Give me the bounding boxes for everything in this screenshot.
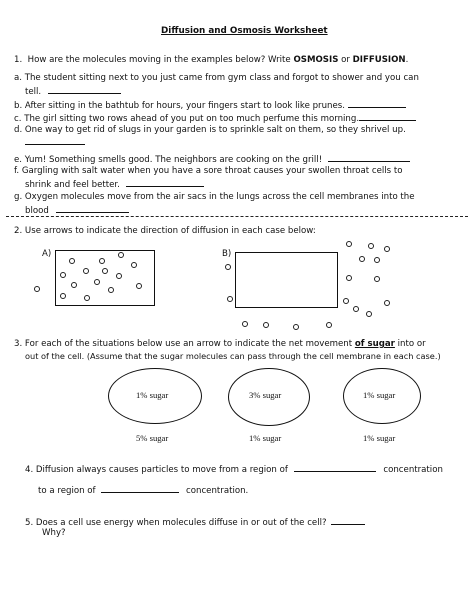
worksheet-title: Diffusion and Osmosis Worksheet: [161, 26, 328, 36]
or-word: or: [341, 55, 350, 65]
molecule-dot: [116, 273, 122, 279]
osmosis-word: OSMOSIS: [293, 55, 339, 65]
answer-blank-g[interactable]: [56, 204, 129, 213]
molecule-dot: [384, 246, 390, 252]
answer-blank-high-concentration[interactable]: [294, 463, 376, 472]
answer-blank-c[interactable]: [359, 112, 416, 121]
molecule-dot: [346, 275, 352, 281]
answer-blank-q5[interactable]: [331, 516, 365, 525]
molecule-dot: [108, 287, 114, 293]
molecule-dot: [225, 264, 231, 270]
item-e-text: e. Yum! Something smells good. The neighbors are cooking on the grill!: [14, 155, 323, 165]
question-3-line2: out of the cell. (Assume that the sugar molecules can pass through the cell membrane in each case.): [25, 351, 441, 361]
cell-2-inside-label: 3% sugar: [249, 390, 282, 400]
item-g-line1: g. Oxygen molecules move from the air sacs in the lungs across the cell membranes into the: [14, 192, 415, 202]
molecule-dot: [263, 322, 269, 328]
answer-blank-e[interactable]: [328, 153, 410, 162]
molecule-dot: [326, 322, 332, 328]
question-4-line2-text: to a region of: [38, 486, 96, 496]
answer-blank-low-concentration[interactable]: [101, 484, 179, 493]
molecule-dot: [374, 257, 380, 263]
molecule-dot: [136, 283, 142, 289]
molecule-dot: [94, 279, 100, 285]
molecule-dot: [343, 298, 349, 304]
section-divider: [6, 216, 468, 217]
item-d: d. One way to get rid of slugs in your garden is to sprinkle salt on them, so they shrivel up.: [14, 125, 406, 135]
item-f-line1: f. Gargling with salt water when you have a sore throat causes your swollen throat cells to: [14, 166, 403, 176]
answer-blank-a[interactable]: [48, 85, 121, 94]
question-1-number: 1.: [14, 55, 23, 65]
question-3-line1: [14, 339, 426, 349]
molecule-dot: [69, 258, 75, 264]
item-b: [14, 99, 406, 111]
molecule-dot: [384, 300, 390, 306]
question-4-line1: [25, 463, 443, 475]
molecule-dot: [359, 256, 365, 262]
label-a: A): [42, 249, 52, 259]
molecule-dot: [118, 252, 124, 258]
molecule-dot: [60, 272, 66, 278]
molecule-dot: [34, 286, 40, 292]
molecule-dot: [60, 293, 66, 299]
question-4-concentration-word: concentration: [383, 465, 443, 475]
molecule-dot: [227, 296, 233, 302]
question-4-line2-end: concentration.: [186, 486, 249, 496]
label-b: B): [222, 249, 232, 259]
cell-2-outside-label: 1% sugar: [249, 433, 282, 443]
question-5-why: Why?: [42, 528, 66, 538]
molecule-dot: [71, 282, 77, 288]
molecule-dot: [374, 276, 380, 282]
cell-1-inside-label: 1% sugar: [136, 390, 169, 400]
item-a-text: tell.: [25, 87, 42, 97]
answer-blank-f[interactable]: [126, 178, 204, 187]
item-e: [14, 153, 410, 165]
molecule-dot: [353, 306, 359, 312]
question-1: [14, 55, 408, 65]
molecule-dot: [84, 295, 90, 301]
of-sugar-emphasis: of sugar: [354, 339, 395, 349]
cell-1-outside-label: 5% sugar: [136, 433, 169, 443]
question-5-text: 5. Does a cell use energy when molecules diffuse in or out of the cell?: [25, 518, 327, 528]
item-f-text: shrink and feel better.: [25, 180, 120, 190]
cell-3-outside-label: 1% sugar: [363, 433, 396, 443]
molecule-dot: [83, 268, 89, 274]
molecule-dot: [368, 243, 374, 249]
question-4-line2: [38, 484, 248, 496]
item-d-blank-line: [25, 136, 85, 148]
question-4-text: 4. Diffusion always causes particles to move from a region of: [25, 465, 288, 475]
molecule-dot: [242, 321, 248, 327]
diffusion-word: DIFFUSION: [352, 55, 406, 65]
item-c-text: c. The girl sitting two rows ahead of you put on too much perfume this morning.: [14, 114, 360, 124]
item-c: [14, 112, 416, 124]
item-f-line2: [25, 178, 204, 190]
item-g-line2: [25, 204, 129, 216]
question-1-prompt: How are the molecules moving in the examples below? Write: [27, 55, 291, 65]
question-1-period: .: [405, 55, 409, 65]
question-3-text-end: into or: [397, 339, 426, 349]
cell-3-inside-label: 1% sugar: [363, 390, 396, 400]
question-3-text: 3. For each of the situations below use an arrow to indicate the net movement: [14, 339, 353, 349]
molecule-dot: [131, 262, 137, 268]
molecule-dot: [366, 311, 372, 317]
answer-blank-d[interactable]: [25, 136, 85, 145]
item-a-line1: a. The student sitting next to you just came from gym class and forgot to shower and you can: [14, 73, 419, 83]
question-5-line1: [25, 516, 365, 528]
item-b-text: b. After sitting in the bathtub for hours, your fingers start to look like prunes.: [14, 101, 345, 111]
question-2: 2. Use arrows to indicate the direction of diffusion in each case below:: [14, 226, 316, 236]
molecule-dot: [293, 324, 299, 330]
item-a-line2: [25, 85, 121, 97]
molecule-dot: [346, 241, 352, 247]
molecule-dot: [102, 268, 108, 274]
diagram-b-box: [235, 252, 338, 308]
item-g-text: blood: [25, 206, 49, 216]
molecule-dot: [99, 258, 105, 264]
answer-blank-b[interactable]: [348, 99, 406, 108]
